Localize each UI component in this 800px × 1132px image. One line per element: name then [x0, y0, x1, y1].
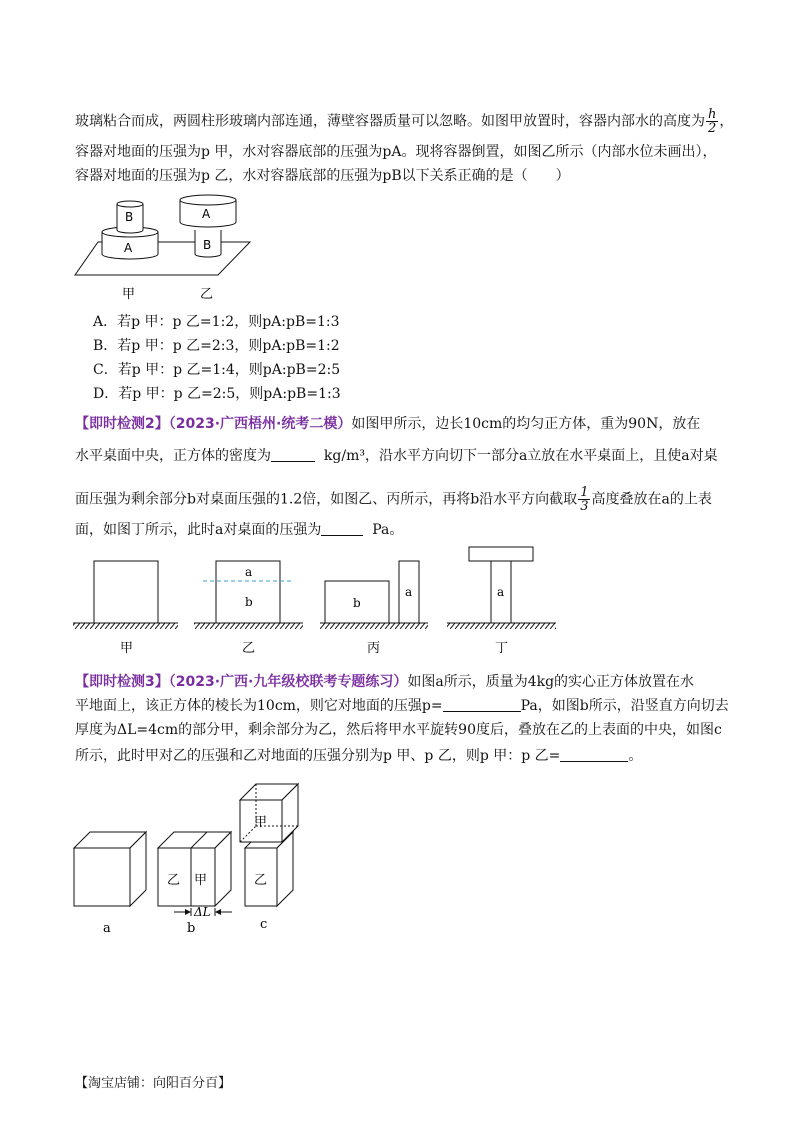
label-b-yi: b	[245, 595, 253, 609]
label-a-bing: a	[405, 585, 413, 599]
q2-line4: 面，如图丁所示，此时a对桌面的压强为 Pa。	[75, 522, 404, 538]
q2-line2: 水平桌面中央，正方体的密度为 kg/m³，沿水平方向切下一部分a立放在水平桌面上，且使a对桌	[75, 448, 718, 464]
label-a-bottom: A	[124, 241, 133, 255]
q2-line3: 面压强为剩余部分b对桌面压强的1.2倍，如图乙、丙所示，再将b沿水平方向截取 $\frac{1}{3}$ 高度叠放在a的上表	[75, 485, 712, 514]
label-b-top: B	[125, 210, 134, 224]
footer-shop-label: 【淘宝店铺：向阳百分百】	[75, 1076, 232, 1091]
q3-line3: 厚度为ΔL=4cm的部分甲，剩余部分为乙，然后将甲水平旋转90度后，叠放在乙的上表面的中央，如图c	[75, 722, 722, 738]
label-delta-l: ΔL	[194, 905, 211, 919]
option-a[interactable]: A．若p 甲：p 乙=1:2，则pA:pB=1:3	[93, 314, 340, 330]
caption-a: a	[103, 921, 111, 936]
caption-yi: 乙	[200, 287, 214, 302]
q2-line1: 【即时检测2】（2023·广西梧州·统考二模）如图甲所示，边长10cm的均匀正方体，重为90N，放在	[75, 416, 701, 432]
caption-jia: 甲	[122, 287, 136, 302]
q3-line2: 平地面上，该正方体的棱长为10cm，则它对地面的压强p= Pa，如图b所示，沿竖直方向切去	[75, 698, 729, 714]
label-jia-b: 甲	[194, 873, 208, 888]
label-a-top: A	[202, 207, 211, 221]
label-b-bottom: B	[203, 238, 212, 252]
label-jia-c: 甲	[254, 815, 268, 830]
figure-cube-cutting	[70, 545, 560, 657]
q1-line3: 容器对地面的压强为p 乙，水对容器底部的压强为pB以下关系正确的是（ ）	[75, 168, 570, 184]
caption-bing: 丙	[367, 641, 381, 656]
q3-line1: 【即时检测3】（2023·广西·九年级校联考专题练习）如图a所示，质量为4kg的实心正方体放置在水	[75, 674, 695, 690]
q3-tag: 【即时检测3】（2023·广西·九年级校联考专题练习）	[75, 674, 408, 690]
q1-line2: 容器对地面的压强为p 甲，水对容器底部的压强为pA。现将容器倒置，如图乙所示（内部水位未画出），	[75, 144, 717, 160]
q2-pressure-blank[interactable]	[321, 521, 363, 536]
q3-pressure-blank[interactable]	[443, 697, 521, 712]
figure-cube-rotation	[70, 776, 310, 938]
option-b[interactable]: B．若p 甲：p 乙=2:3，则pA:pB=1:2	[93, 338, 340, 354]
q3-ratio-blank[interactable]	[560, 747, 628, 762]
caption-ding: 丁	[495, 641, 509, 656]
caption-b: b	[187, 921, 196, 936]
caption-c: c	[260, 917, 268, 932]
label-a-yi: a	[245, 565, 253, 579]
label-a-ding: a	[497, 585, 505, 599]
q2-density-blank[interactable]	[271, 447, 315, 462]
label-yi-c: 乙	[254, 873, 268, 888]
fraction-h-over-2: $\frac{h}{2}$	[708, 107, 717, 136]
caption-yi-2: 乙	[242, 641, 256, 656]
q1-line1: 玻璃粘合而成，两圆柱形玻璃内部连通，薄壁容器质量可以忽略。如图甲放置时，容器内部水的高度为 $\frac{h}{2}$ ，	[75, 107, 734, 136]
label-b-bing: b	[353, 596, 361, 610]
label-yi-b: 乙	[167, 873, 181, 888]
caption-jia-2: 甲	[120, 641, 134, 656]
figure-containers-jia-yi	[70, 192, 260, 304]
fraction-1-over-3: $\frac{1}{3}$	[580, 485, 589, 514]
q3-line4: 所示，此时甲对乙的压强和乙对地面的压强分别为p 甲、p 乙，则p 甲：p 乙= 。	[75, 748, 643, 764]
option-c[interactable]: C．若p 甲：p 乙=1:4，则pA:pB=2:5	[93, 362, 341, 378]
q2-tag: 【即时检测2】（2023·广西梧州·统考二模）	[75, 416, 352, 432]
option-d[interactable]: D．若p 甲：p 乙=2:5，则pA:pB=1:3	[93, 386, 341, 402]
